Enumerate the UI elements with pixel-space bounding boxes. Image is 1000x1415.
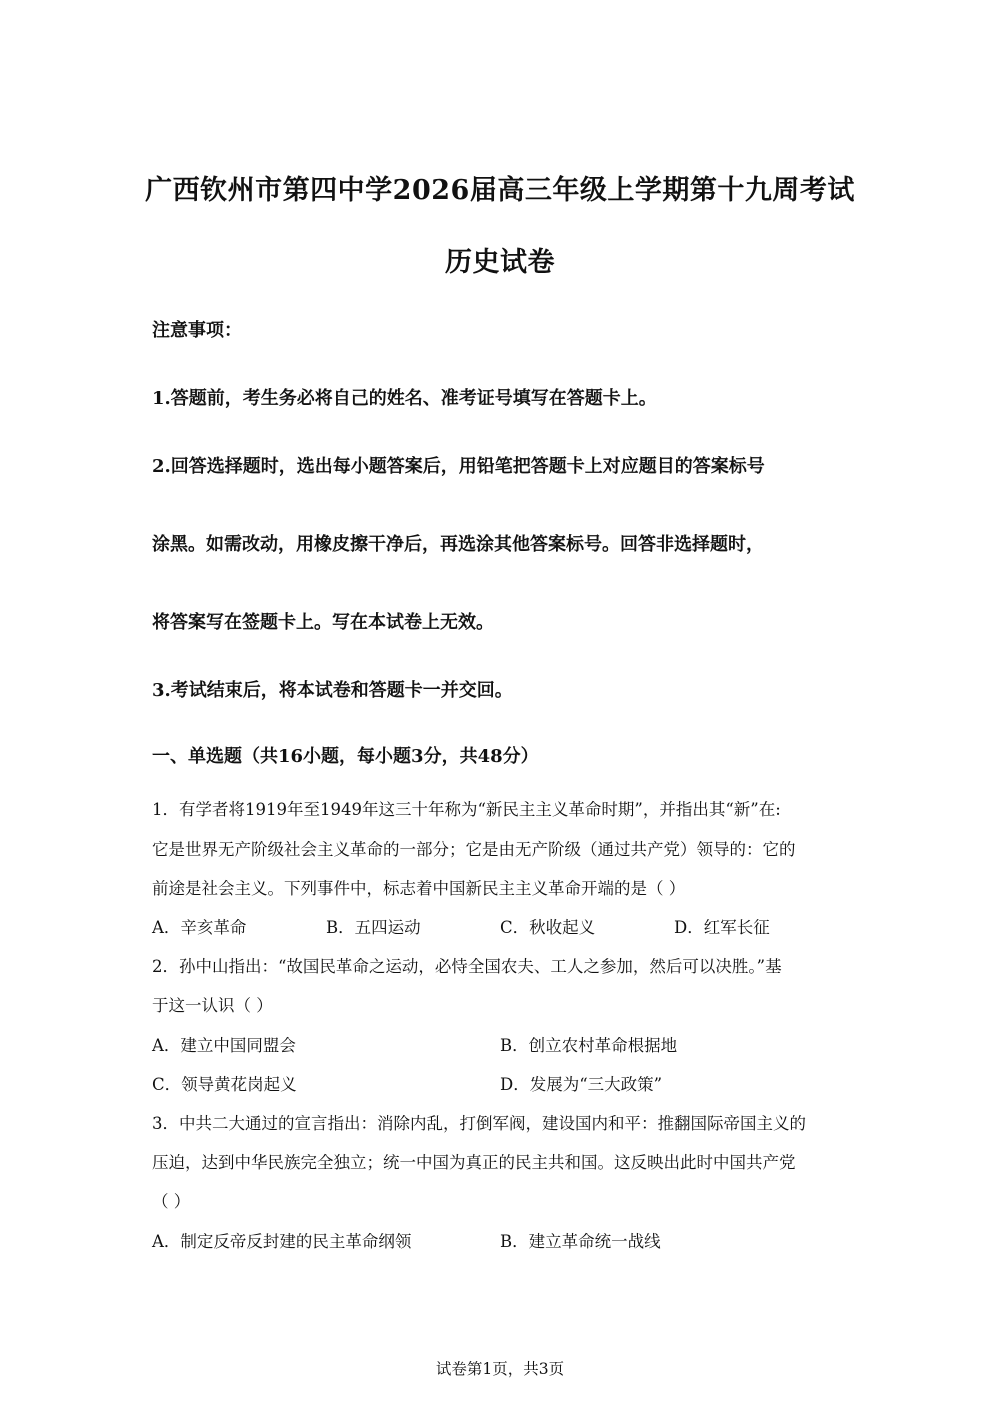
- note-item-2-line-3: 将答案写在签题卡上。写在本试卷上无效。: [152, 612, 494, 633]
- question-2-option-c: C．领导黄花岗起义: [152, 1075, 297, 1094]
- question-2-line-2: 于这一认识（ ）: [152, 996, 273, 1015]
- notes-heading: 注意事项：: [152, 320, 242, 341]
- question-1-option-c: C．秋收起义: [500, 918, 596, 937]
- note-item-1: 1.答题前，考生务必将自己的姓名、准考证号填写在答题卡上。: [152, 388, 657, 409]
- question-1-option-a: A．辛亥革命: [152, 918, 247, 937]
- section-heading: 一、单选题（共16小题，每小题3分，共48分）: [152, 746, 539, 767]
- question-1-line-3: 前途是社会主义。下列事件中，标志着中国新民主主义革命开端的是（ ）: [152, 879, 686, 898]
- question-3-option-b: B．建立革命统一战线: [500, 1232, 661, 1251]
- note-item-2-line-2: 涂黑。如需改动，用橡皮擦干净后，再选涂其他答案标号。回答非选择题时，: [152, 534, 764, 555]
- question-3-option-a: A．制定反帝反封建的民主革命纲领: [152, 1232, 412, 1251]
- question-2-option-b: B．创立农村革命根据地: [500, 1036, 678, 1055]
- exam-subject-title: 历史试卷: [445, 247, 555, 278]
- question-3-line-2: 压迫，达到中华民族完全独立；统一中国为真正的民主共和国。这反映出此时中国共产党: [152, 1153, 796, 1172]
- question-1-option-b: B．五四运动: [326, 918, 421, 937]
- exam-title: 广西钦州市第四中学2026届高三年级上学期第十九周考试: [145, 175, 855, 206]
- note-item-3: 3.考试结束后，将本试卷和答题卡一并交回。: [152, 680, 513, 701]
- question-1-option-d: D．红军长征: [674, 918, 770, 937]
- question-3-line-1: 3．中共二大通过的宣言指出：消除内乱，打倒军阀，建设国内和平：推翻国际帝国主义的: [152, 1114, 806, 1133]
- question-2-option-d: D．发展为“三大政策”: [500, 1075, 663, 1094]
- note-item-2-line-1: 2.回答选择题时，选出每小题答案后，用铅笔把答题卡上对应题目的答案标号: [152, 456, 765, 477]
- question-2-line-1: 2．孙中山指出：“故国民革命之运动，必恃全国农夫、工人之参加，然后可以决胜。”基: [152, 957, 782, 976]
- question-1-line-2: 它是世界无产阶级社会主义革命的一部分；它是由无产阶级（通过共产党）领导的：它的: [152, 840, 796, 859]
- question-3-line-3: （ ）: [152, 1192, 191, 1211]
- question-1-line-1: 1．有学者将1919年至1949年这三十年称为“新民主主义革命时期”，并指出其“新”在:: [152, 800, 781, 819]
- page-footer: 试卷第1页，共3页: [435, 1360, 565, 1378]
- question-2-option-a: A．建立中国同盟会: [152, 1036, 296, 1055]
